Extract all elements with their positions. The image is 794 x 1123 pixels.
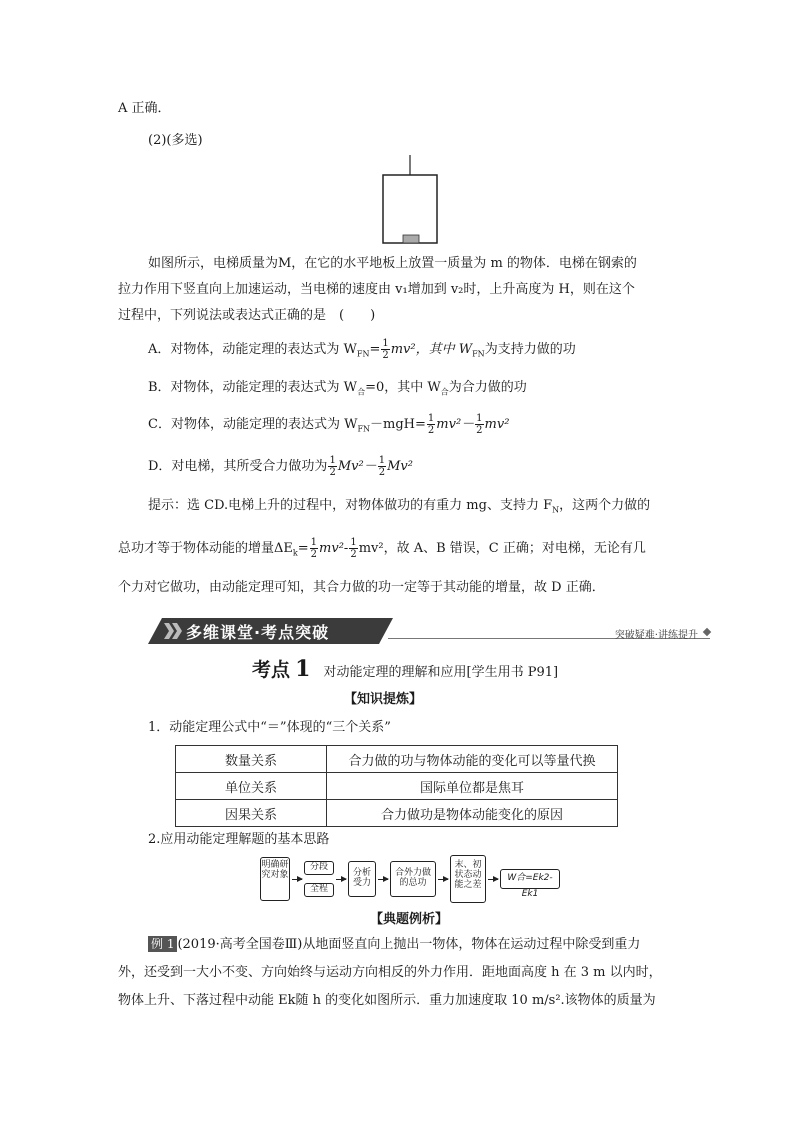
example-line-2: 外，还受到一大小不变、方向始终与运动方向相反的外力作用．距地面高度 h 在 3 m 以内时， xyxy=(118,965,662,980)
arrow-icon xyxy=(488,879,498,880)
half-fraction: $\frac{1}{2}$ xyxy=(310,537,318,560)
option-a[interactable] xyxy=(148,338,576,365)
option-c[interactable] xyxy=(148,413,509,440)
option-b-text: B．对物体，动能定理的表达式为 W xyxy=(148,380,358,395)
arrow-icon xyxy=(336,879,346,880)
table-row xyxy=(176,800,618,827)
object-block xyxy=(403,235,419,243)
relation-key: 单位关系 xyxy=(176,773,327,800)
option-b-end: 为合力做的功 xyxy=(448,380,527,395)
hint-line-1: 提示：选 CD.电梯上升的过程中，对物体做功的有重力 mg、支持力 $F_N$，这两个力做的 xyxy=(148,498,651,515)
kaodian-number: 1 xyxy=(295,656,311,682)
flow-box-work: 合外力做的总功 xyxy=(390,861,436,897)
flow-box-object: 明确研究对象 xyxy=(260,857,290,901)
banner-title: 多维课堂·考点突破 xyxy=(186,623,330,642)
half-fraction: $\frac{1}{2}$ xyxy=(476,413,483,436)
relation-value: 合力做功是物体动能变化的原因 xyxy=(327,800,618,827)
problem-line-3: 过程中，下列说法或表达式正确的是 ( ) xyxy=(118,308,376,323)
relation-key: 数量关系 xyxy=(176,746,327,773)
item-2: 2.应用动能定理解题的基本思路 xyxy=(148,832,330,847)
hint-line-2: 总功才等于物体动能的增量$\Delta E_k=$ $\frac{1}{2}$ mv²- $\frac{1}{2}$ mv²，故 A、B 错误，C 正确；对电梯，无论有几 xyxy=(118,537,646,560)
section-banner xyxy=(148,618,710,644)
kaodian-label: 考点 xyxy=(252,659,291,681)
option-a-text: A．对物体，动能定理的表达式为 W xyxy=(148,342,357,357)
table-row xyxy=(176,773,618,800)
option-a-eq: = xyxy=(369,342,381,357)
intro-line: A 正确． xyxy=(118,101,171,116)
diamond-icon xyxy=(703,628,711,636)
example-line-3: 物体上升、下落过程中动能 Ek随 h 的变化如图所示．重力加速度取 10 m/s².该物体的质量为 xyxy=(118,993,656,1008)
flow-box-theorem: W合=Ek2-Ek1 xyxy=(500,869,560,889)
arrow-icon xyxy=(378,879,388,880)
option-c-text: C．对物体，动能定理的表达式为 W xyxy=(148,417,358,432)
problem-line-2: 拉力作用下竖直向上加速运动，当电梯的速度由 v₁增加到 v₂时，上升高度为 H，则在这个 xyxy=(118,282,635,297)
flow-box-force: 分析受力 xyxy=(348,861,376,897)
half-fraction: $\frac{1}{2}$ xyxy=(382,338,389,361)
relation-key: 因果关系 xyxy=(176,800,327,827)
option-a-post: mv²，其中 W xyxy=(390,342,473,357)
half-fraction: $\frac{1}{2}$ xyxy=(329,455,336,478)
elevator-box xyxy=(383,175,437,243)
elevator-figure xyxy=(375,155,445,247)
option-a-sub2: FN xyxy=(472,349,485,359)
option-c-sub: FN xyxy=(357,424,371,434)
item-1: 1．动能定理公式中“＝”体现的“三个关系” xyxy=(148,720,391,735)
arrow-icon xyxy=(292,879,302,880)
flow-box-energy: 末、初状态动能之差 xyxy=(450,855,486,903)
example-tag: 例 1 xyxy=(148,936,177,952)
item-label: (2)(多选) xyxy=(148,133,203,148)
hint-line-3: 个力对它做功，由动能定理可知，其合力做的功一定等于其动能的增量，故 D 正确． xyxy=(118,580,605,595)
option-d-t2: Mv² xyxy=(387,459,413,474)
option-c-t2: mv² xyxy=(484,417,510,432)
half-fraction: $\frac{1}{2}$ xyxy=(378,455,386,478)
flow-box-segment: 分段 xyxy=(304,861,334,875)
option-b[interactable] xyxy=(148,378,527,403)
option-a-end: 为支持力做的功 xyxy=(484,342,576,357)
option-b-sub: 合 xyxy=(357,387,366,397)
option-b-mid: =0，其中 W xyxy=(365,380,441,395)
relations-table xyxy=(175,745,618,827)
half-fraction: $\frac{1}{2}$ xyxy=(350,537,357,560)
kaodian-heading xyxy=(252,655,558,682)
knowledge-heading: 【知识提炼】 xyxy=(344,692,423,707)
flow-box-whole: 全程 xyxy=(304,883,334,897)
option-c-mid: －mgH= xyxy=(370,417,426,432)
relation-value: 合力做的功与物体动能的变化可以等量代换 xyxy=(327,746,618,773)
arrow-icon xyxy=(438,879,448,880)
option-c-t1: mv²－ xyxy=(436,417,475,432)
option-b-sub2: 合 xyxy=(440,387,449,397)
example-heading: 【典题例析】 xyxy=(370,912,449,927)
example-line-1-text: (2019·高考全国卷Ⅲ)从地面竖直向上抛出一物体，物体在运动过程中除受到重力 xyxy=(177,937,641,952)
option-d-t1: Mv²－ xyxy=(337,459,377,474)
example-line-1 xyxy=(148,935,640,955)
option-d[interactable] xyxy=(148,455,413,478)
banner-subtitle: 突破疑难·讲练提升 xyxy=(614,630,698,641)
problem-line-1: 如图所示，电梯质量为M，在它的水平地板上放置一质量为 m 的物体．电梯在钢索的 xyxy=(148,256,637,271)
flow-diagram xyxy=(260,855,560,903)
relation-value: 国际单位都是焦耳 xyxy=(327,773,618,800)
kaodian-title: 对动能定理的理解和应用[学生用书 P91] xyxy=(323,665,559,680)
half-fraction: $\frac{1}{2}$ xyxy=(427,413,435,436)
option-d-text: D．对电梯，其所受合力做功为 xyxy=(148,459,328,474)
table-row xyxy=(176,746,618,773)
option-a-sub: FN xyxy=(356,349,370,359)
